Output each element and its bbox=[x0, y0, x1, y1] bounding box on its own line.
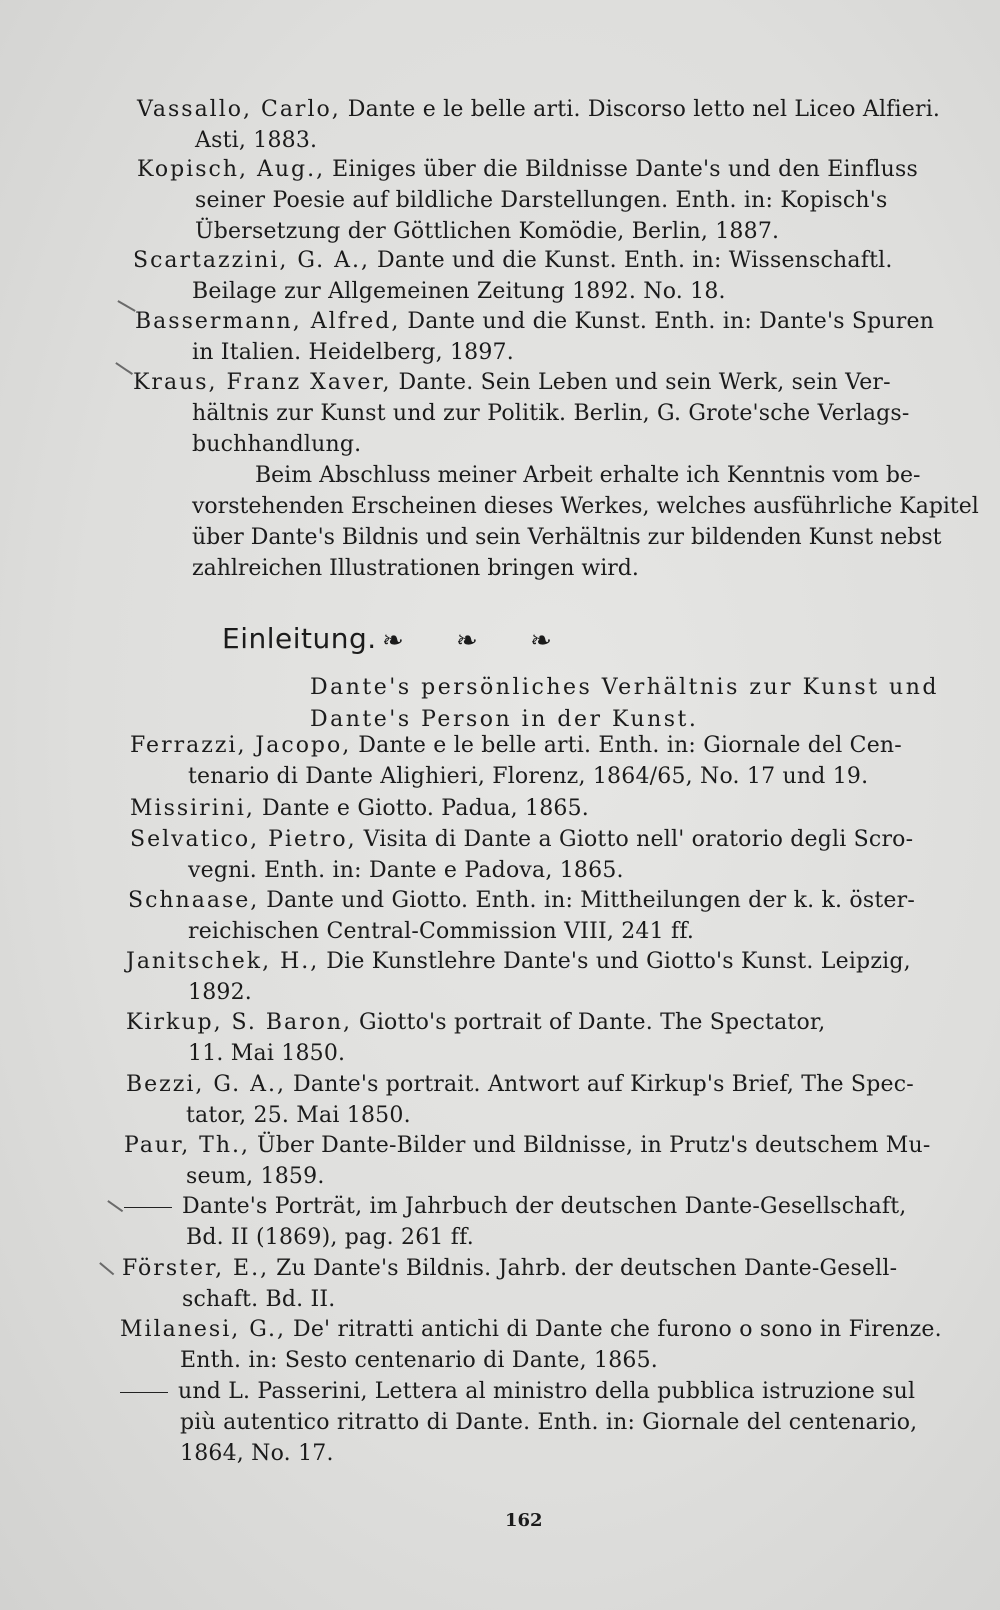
entry-author: Kopisch, Aug., bbox=[137, 157, 326, 182]
entry-line: Dante. Sein Leben und sein Werk, sein Ver- bbox=[398, 370, 891, 395]
bib-entry-kopisch bbox=[0, 154, 1000, 247]
subheading-line: Dante's Person in der Kunst. bbox=[310, 707, 699, 732]
entry-author: Kirkup, S. Baron, bbox=[126, 1010, 353, 1035]
entry-author: Milanesi, G., bbox=[120, 1317, 286, 1342]
bib-entry-kirkup bbox=[0, 1007, 1000, 1069]
entry-line: Asti, 1883. bbox=[195, 128, 318, 153]
entry-line: Dante's portrait. Antwort auf Kirkup's Brief, The Spec- bbox=[293, 1072, 914, 1097]
note-line: über Dante's Bildnis und sein Verhältnis zur bildenden Kunst nebst bbox=[192, 525, 942, 550]
bib-entry-bezzi bbox=[0, 1069, 1000, 1131]
entry-line: Dante und die Kunst. Enth. in: Wissenschaftl. bbox=[377, 248, 893, 273]
entry-author: Selvatico, Pietro, bbox=[130, 827, 357, 852]
entry-line: Einiges über die Bildnisse Dante's und den Einfluss bbox=[332, 157, 919, 182]
bib-entry-milanesi bbox=[0, 1314, 1000, 1376]
entry-line: Dante und die Kunst. Enth. in: Dante's Spuren bbox=[407, 309, 935, 334]
entry-author: Kraus, Franz Xaver, bbox=[133, 370, 392, 395]
entry-line: Visita di Dante a Giotto nell' oratorio degli Scro- bbox=[363, 827, 914, 852]
bib-entry-missirini bbox=[0, 793, 1000, 824]
ditto-dash bbox=[124, 1207, 172, 1208]
bib-entry-paur-continued bbox=[0, 1191, 1000, 1253]
entry-author: Missirini, bbox=[130, 796, 255, 821]
entry-author: Scartazzini, G. A., bbox=[133, 248, 371, 273]
entry-author: Bezzi, G. A., bbox=[126, 1072, 287, 1097]
entry-line: seum, 1859. bbox=[186, 1164, 325, 1189]
entry-line: 11. Mai 1850. bbox=[188, 1041, 346, 1066]
entry-line: De' ritratti antichi di Dante che furono o sono in Firenze. bbox=[293, 1317, 942, 1342]
entry-line: in Italien. Heidelberg, 1897. bbox=[192, 340, 514, 365]
entry-line: Enth. in: Sesto centenario di Dante, 1865. bbox=[180, 1348, 659, 1373]
ditto-dash bbox=[120, 1392, 168, 1393]
bib-entry-schnaase bbox=[0, 885, 1000, 947]
entry-author: Schnaase, bbox=[128, 888, 260, 913]
page-number: 162 bbox=[505, 1510, 543, 1531]
bib-entry-janitschek bbox=[0, 946, 1000, 1008]
entry-line: 1892. bbox=[188, 980, 252, 1005]
entry-line: Übersetzung der Göttlichen Komödie, Berlin, 1887. bbox=[195, 219, 780, 244]
bib-entry-passerini bbox=[0, 1376, 1000, 1469]
fleuron-ornaments: ❧ ❧ ❧ bbox=[382, 626, 574, 656]
entry-line: 1864, No. 17. bbox=[180, 1441, 334, 1466]
entry-line: Dante e le belle arti. Enth. in: Giornale del Cen- bbox=[358, 733, 902, 758]
entry-author: Janitschek, H., bbox=[126, 949, 320, 974]
entry-line: Dante und Giotto. Enth. in: Mittheilungen der k. k. öster- bbox=[266, 888, 915, 913]
entry-author: Bassermann, Alfred, bbox=[135, 309, 401, 334]
bib-entry-scartazzini bbox=[0, 245, 1000, 307]
entry-line: tator, 25. Mai 1850. bbox=[186, 1103, 411, 1128]
entry-line: schaft. Bd. II. bbox=[182, 1287, 336, 1312]
bib-entry-bassermann bbox=[0, 306, 1000, 368]
entry-line: tenario di Dante Alighieri, Florenz, 1864/65, No. 17 und 19. bbox=[188, 764, 869, 789]
bib-entry-foerster bbox=[0, 1253, 1000, 1315]
bib-entry-ferrazzi bbox=[0, 730, 1000, 792]
entry-line: più autentico ritratto di Dante. Enth. in: Giornale del centenario, bbox=[180, 1410, 918, 1435]
entry-author: Ferrazzi, Jacopo, bbox=[130, 733, 352, 758]
entry-author: Förster, E., bbox=[122, 1256, 270, 1281]
bib-entry-selvatico bbox=[0, 824, 1000, 886]
entry-line: vegni. Enth. in: Dante e Padova, 1865. bbox=[188, 858, 624, 883]
section-subheading bbox=[0, 672, 939, 736]
section-heading: Einleitung. bbox=[222, 622, 377, 655]
entry-line: Bd. II (1869), pag. 261 ff. bbox=[186, 1225, 474, 1250]
bib-entry-paur bbox=[0, 1130, 1000, 1192]
entry-line: seiner Poesie auf bildliche Darstellungen. Enth. in: Kopisch's bbox=[195, 188, 888, 213]
entry-co-author: und L. Passerini, bbox=[178, 1379, 368, 1404]
bib-entry-kraus bbox=[0, 367, 1000, 460]
entry-line: hältnis zur Kunst und zur Politik. Berlin, G. Grote'sche Verlags- bbox=[192, 401, 910, 426]
entry-line: Dante's Porträt, im Jahrbuch der deutschen Dante-Gesellschaft, bbox=[182, 1194, 907, 1219]
note-line: zahlreichen Illustrationen bringen wird. bbox=[192, 556, 639, 581]
entry-line: Beilage zur Allgemeinen Zeitung 1892. No. 18. bbox=[192, 279, 726, 304]
note-line: Beim Abschluss meiner Arbeit erhalte ich Kenntnis vom be- bbox=[255, 463, 921, 488]
entry-line: Lettera al ministro della pubblica istruzione sul bbox=[374, 1379, 916, 1404]
entry-line: Zu Dante's Bildnis. Jahrb. der deutschen Dante-Gesell- bbox=[276, 1256, 898, 1281]
entry-line: reichischen Central-Commission VIII, 241 ff. bbox=[188, 919, 695, 944]
entry-author: Paur, Th., bbox=[124, 1133, 251, 1158]
entry-line: buchhandlung. bbox=[192, 432, 362, 457]
note-paragraph bbox=[0, 460, 1000, 584]
note-line: vorstehenden Erscheinen dieses Werkes, welches ausführliche Kapitel bbox=[192, 494, 979, 519]
entry-line: Giotto's portrait of Dante. The Spectator, bbox=[359, 1010, 826, 1035]
entry-line: Die Kunstlehre Dante's und Giotto's Kunst. Leipzig, bbox=[326, 949, 911, 974]
entry-line: Dante e le belle arti. Discorso letto nel Liceo Alfieri. bbox=[347, 97, 941, 122]
entry-author: Vassallo, Carlo, bbox=[137, 97, 341, 122]
subheading-line: Dante's persönliches Verhältnis zur Kunst und bbox=[310, 675, 939, 700]
bib-entry-vassallo bbox=[0, 94, 1000, 156]
entry-line: Dante e Giotto. Padua, 1865. bbox=[261, 796, 589, 821]
entry-line: Über Dante-Bilder und Bildnisse, in Prutz's deutschem Mu- bbox=[257, 1133, 931, 1158]
